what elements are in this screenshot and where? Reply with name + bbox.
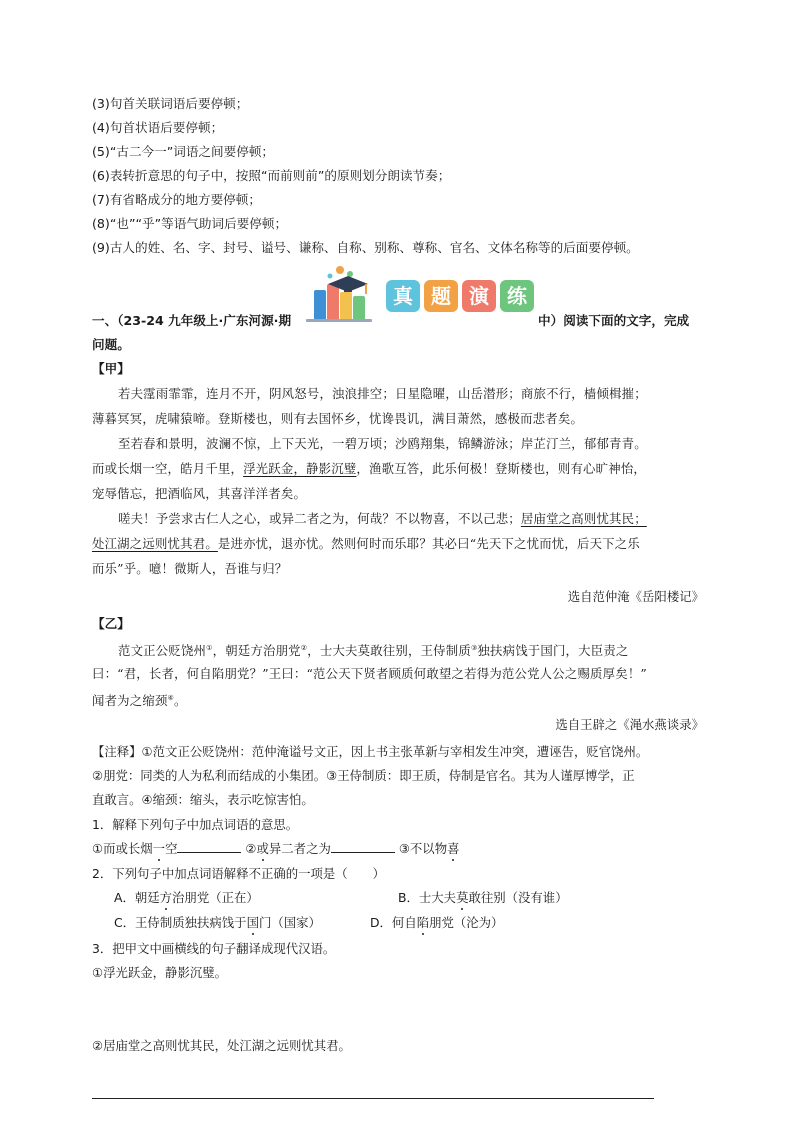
q2-d-dotted: 陷 (416, 915, 430, 930)
rule-9: (9)古人的姓、名、字、封号、谥号、谦称、自称、别称、尊称、官名、文体名称等的后面要停顿。 (92, 240, 639, 255)
yi-text-2: ，朝廷方治朋党 (212, 643, 301, 659)
q2-d-pre: D．何自 (370, 915, 417, 930)
notes-line-1: 【注释】①范文正公贬饶州：范仲淹谥号文正，因上书主张革新与宰相发生冲突，遭诬告，贬官饶州。 (92, 744, 649, 759)
yi-text-4: 独扶病饯于国门，大臣责之 (477, 643, 629, 659)
q2-a-pre: A．朝廷 (114, 890, 160, 905)
jia-line-8: 而乐”乎。噫！微斯人，吾谁与归？ (92, 561, 288, 576)
q2-option-d[interactable] (370, 913, 503, 931)
q1-b-pre: ② (245, 841, 257, 856)
note-mark-1: ① (206, 644, 213, 652)
q3-title: 3．把甲文中画横线的句子翻译成现代汉语。 (92, 941, 336, 956)
q1-a-dotted: 一 (152, 841, 166, 856)
yi-line-3 (92, 686, 710, 714)
q1-b-post: 异二者之为 (268, 841, 331, 856)
answer-line[interactable] (92, 1098, 654, 1099)
yi-source: 选自王辟之《渑水燕谈录》 (555, 717, 704, 732)
practice-banner (300, 262, 540, 324)
rule-5: (5)“古二今一”词语之间要停顿； (92, 144, 275, 159)
question-head-left: 一、（23-24 九年级上·广东河源·期 (92, 313, 292, 328)
passage-jia-label: 【甲】 (92, 361, 130, 376)
yi-text-5: 闻者为之缩颈 (92, 693, 168, 709)
q2-a-dotted: 方 (159, 890, 173, 905)
q1-a-answer-blank[interactable] (177, 840, 241, 853)
q1-a-pre: ①而或长烟 (92, 841, 153, 856)
q2-c-pre: C．王侍制质独扶病饯于 (114, 915, 247, 930)
jia-line-7-b: 是进亦忧，退亦忧。然则何时而乐耶？其必曰“先天下之忧而忧，后天下之乐 (217, 536, 640, 551)
q1-title: 1．解释下列句子中加点词语的意思。 (92, 817, 299, 832)
q2-c-dotted: 国 (246, 915, 259, 930)
q1-b-answer-blank[interactable] (331, 840, 395, 853)
note-mark-3: ③ (470, 644, 478, 652)
jia-line-1: 若夫霪雨霏霏，连月不开，阴风怒号，浊浪排空；日星隐曜，山岳潜形；商旅不行，樯倾楫摧； (118, 386, 647, 401)
banner-char-3: 演 (462, 280, 496, 312)
rule-3: (3)句首关联词语后要停顿； (92, 96, 249, 111)
rule-7: (7)有省略成分的地方要停顿； (92, 192, 261, 207)
jia-line-7 (92, 531, 710, 557)
q2-option-c[interactable] (114, 913, 321, 931)
notes-line-2: ②朋党：同类的人为私利而结成的小集团。③王侍制质：即王质，侍制是官名。其为人谨厚博学，正 (92, 768, 635, 783)
q1-c-pre: ③不以物 (398, 841, 448, 856)
yi-text-6: 。 (174, 693, 187, 709)
rule-4: (4)句首状语后要停顿； (92, 120, 224, 135)
q2-option-b[interactable] (398, 888, 568, 906)
jia-source: 选自范仲淹《岳阳楼记》 (567, 589, 704, 604)
question-head-right: 中）阅读下面的文字，完成 (538, 313, 690, 328)
jia-line-6 (92, 506, 710, 532)
rule-8: (8)“也”“乎”等语气助词后要停顿； (92, 216, 288, 231)
banner-char-4: 练 (500, 280, 534, 312)
jia-line-4-b: ，渔歌互答，此乐何极！登斯楼也，则有心旷神怡， (356, 461, 647, 476)
question-head-tail: 问题。 (92, 337, 130, 352)
q2-b-pre: B．士大夫 (398, 890, 457, 905)
yi-line-2: 曰：“君，长者，何自陷朋党？”王曰：“范公天下贤者顾质何敢望之若得为范公党人公之赐质厚矣！” (92, 666, 647, 681)
q3-a-answer-area[interactable] (92, 985, 652, 1007)
banner-char-2: 题 (424, 280, 458, 312)
yi-line-1 (92, 636, 710, 664)
q2-b-post: 敢往别（没有谁） (468, 890, 568, 905)
q1-b-dotted: 或 (256, 841, 269, 856)
banner-char-1: 真 (386, 280, 420, 312)
underlined-sentence-1: 浮光跃金，静影沉璧 (243, 461, 357, 476)
jia-line-6-a: 嗟夫！予尝求古仁人之心，或异二者之为，何哉？不以物喜，不以己悲； (118, 511, 521, 526)
passage-yi-label: 【乙】 (92, 616, 130, 631)
note-mark-4: ④ (167, 694, 175, 702)
q1-items (92, 839, 459, 857)
rule-6: (6)表转折意思的句子中，按照“而前则前”的原则划分朗读节奏； (92, 168, 451, 183)
q1-a-post: 空 (165, 841, 178, 856)
jia-line-5: 宠辱偕忘，把酒临风，其喜洋洋者矣。 (92, 486, 307, 501)
q1-c-dotted: 喜 (447, 841, 460, 856)
q2-option-a[interactable] (114, 888, 259, 906)
q3-item-a: ①浮光跃金，静影沉璧。 (92, 965, 228, 980)
jia-line-4-a: 而或长烟一空，皓月千里， (92, 461, 244, 476)
note-mark-2: ② (300, 644, 308, 652)
q2-d-post: 朋党（沦为） (429, 915, 504, 930)
q3-item-b: ②居庙堂之高则忧其民，处江湖之远则忧其君。 (92, 1038, 351, 1053)
q2-c-post: 门（国家） (258, 915, 321, 930)
q3-b-answer-area[interactable] (92, 1058, 652, 1080)
yi-text-1: 范文正公贬饶州 (118, 643, 207, 659)
books-graduation-cap-icon (300, 262, 380, 324)
jia-line-2: 薄暮冥冥，虎啸猿啼。登斯楼也，则有去国怀乡，忧谗畏讥，满目萧然，感极而悲者矣。 (92, 411, 584, 426)
q2-title: 2．下列句子中加点词语解释不正确的一项是（ ） (92, 866, 385, 881)
q2-b-dotted: 莫 (456, 890, 469, 905)
notes-line-3: 直敢言。④缩颈：缩头，表示吃惊害怕。 (92, 792, 314, 807)
underlined-sentence-2a: 居庙堂之高则忧其民； (520, 511, 647, 526)
jia-line-3: 至若春和景明，波澜不惊，上下天光，一碧万顷；沙鸥翔集，锦鳞游泳；岸芷汀兰，郁郁青青。 (118, 436, 647, 451)
q2-a-post: 治朋党（正在） (172, 890, 259, 905)
underlined-sentence-2b: 处江湖之远则忧其君。 (92, 536, 218, 551)
yi-text-3: ，士大夫莫敢往别，王侍制质 (307, 643, 471, 659)
jia-line-4 (92, 456, 710, 482)
